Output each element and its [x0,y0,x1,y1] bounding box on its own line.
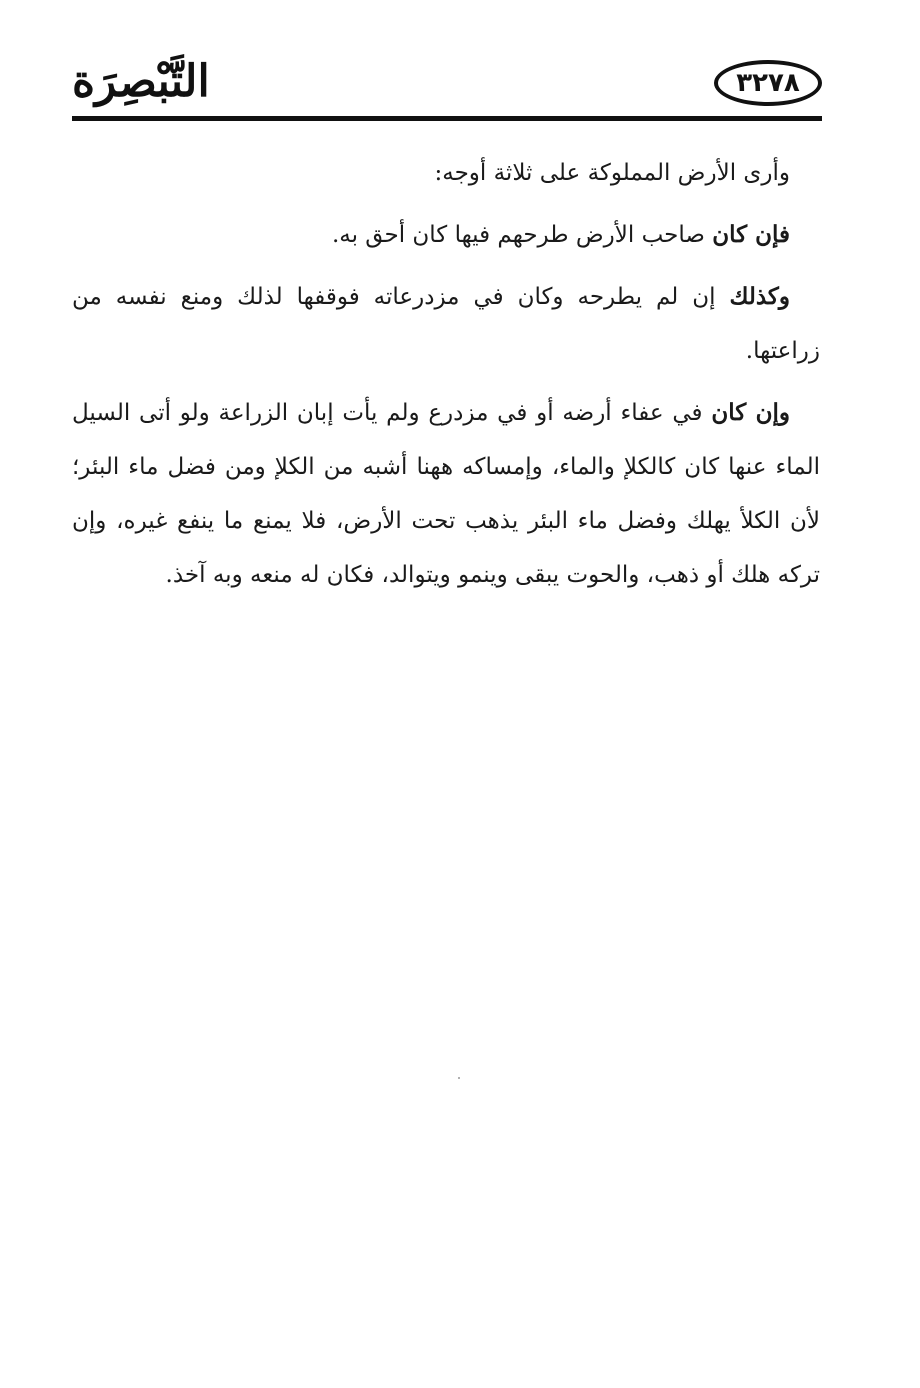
paragraph-text: في عفاء أرضه أو في مزدرع ولم يأت إبان الزراعة ولو أتى السيل الماء عنها كان كالكلإ والماء، وإمساكه ههنا أشبه من الكلإ ومن فضل ماء البئر؛ لأن الكلأ يهلك وفضل ماء البئر يذهب تحت الأرض، فلا يمنع ما ينفع غيره، وإن تركه هلك أو ذهب، والحوت يبقى وينمو ويتوالد، فكان له منعه وبه آخذ. [72,400,820,588]
page-number: ٣٢٧٨ [736,68,800,98]
page-header [72,52,822,126]
paragraph-lead: وكذلك [729,283,790,310]
paragraph-text: صاحب الأرض طرحهم فيها كان أحق به. [331,222,713,248]
paragraph [72,270,820,378]
scan-speck [458,1077,460,1079]
paragraph-lead: فإن كان [712,221,790,248]
body-text [72,146,820,610]
paragraph-text: إن لم يطرحه وكان في مزدرعاته فوقفها لذلك ومنع نفسه من زراعتها. [72,284,820,364]
paragraph [72,146,820,200]
paragraph [72,208,820,262]
header-rule [72,116,822,121]
paragraph [72,386,820,602]
paragraph-lead: وإن كان [711,399,790,426]
book-title: التَّبْصِرَة [72,56,210,107]
page-number-badge [714,60,822,106]
paragraph-text: وأرى الأرض المملوكة على ثلاثة أوجه: [434,160,790,186]
